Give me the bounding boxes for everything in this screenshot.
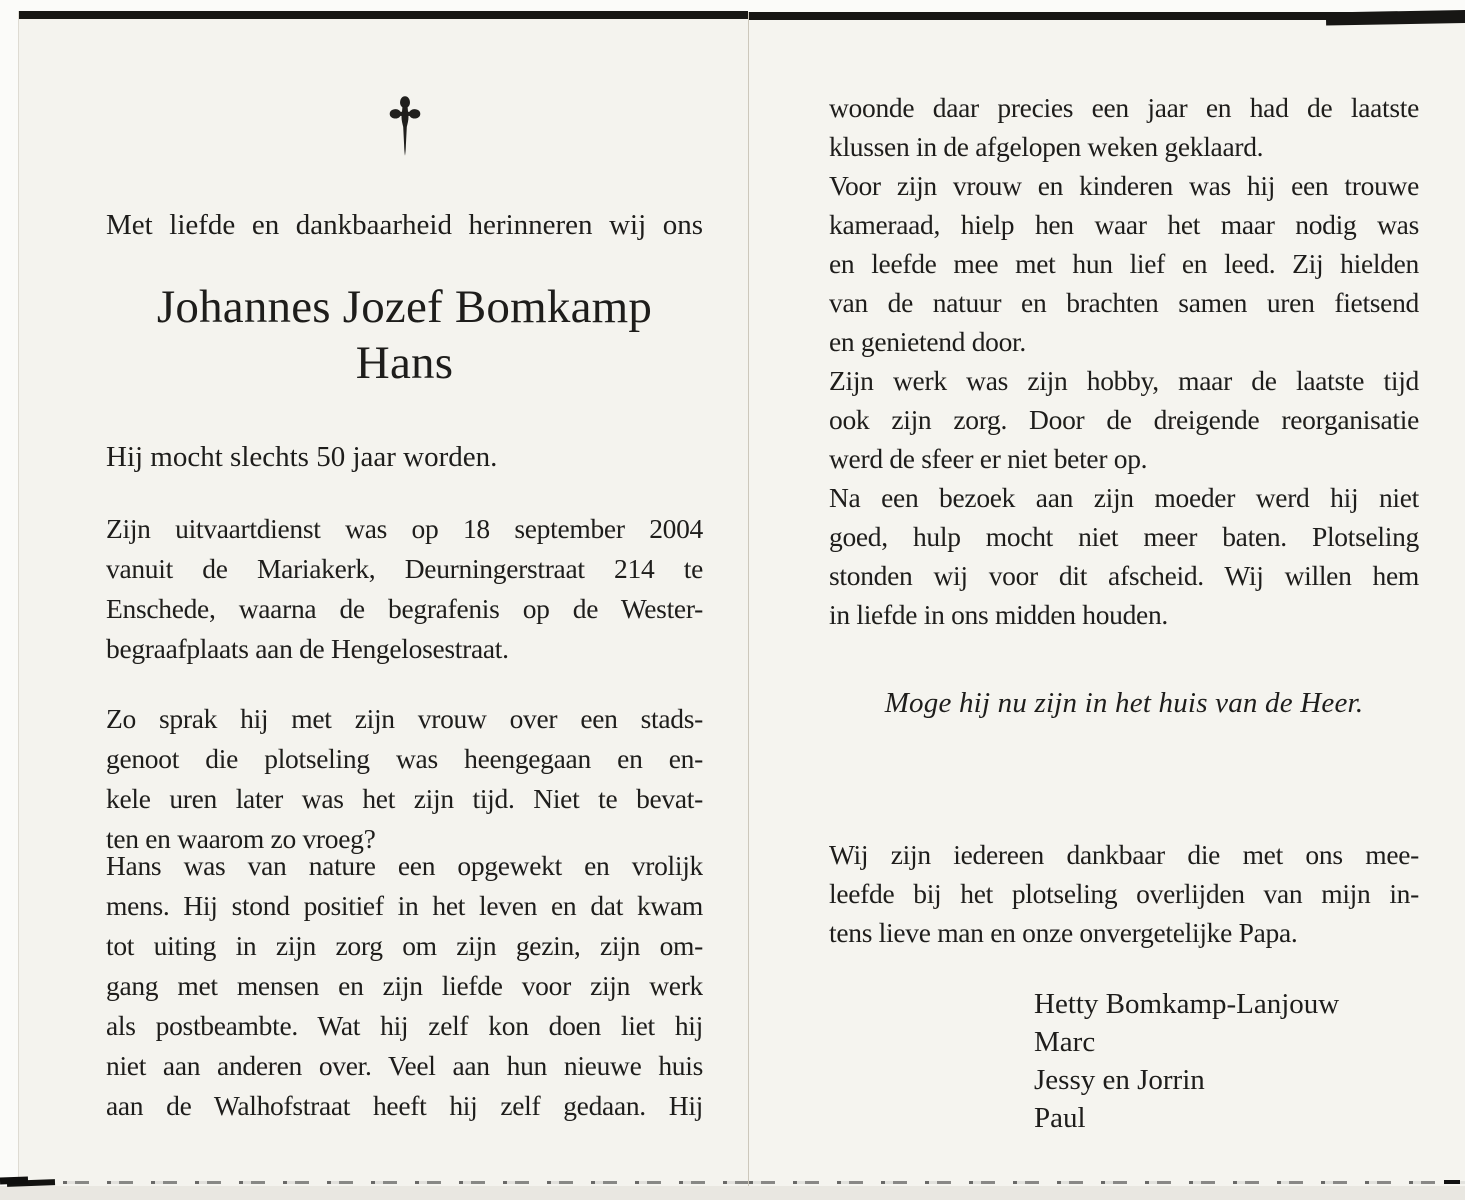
text-line: leefde bij het plotseling overlijden van mijn in- bbox=[829, 878, 1419, 909]
text-line: ten en waarom zo vroeg? bbox=[106, 823, 376, 854]
memorial-card-left-page bbox=[18, 11, 748, 1186]
text-line: goed, hulp mocht niet meer baten. Plotseling bbox=[829, 521, 1419, 552]
text-line: van de natuur en brachten samen uren fietsend bbox=[829, 287, 1419, 318]
text-line: en leefde mee met hun lief en leed. Zij hielden bbox=[829, 248, 1419, 279]
deceased-nickname: Hans bbox=[355, 337, 454, 389]
text-line: Zijn uitvaartdienst was op 18 september 2004 bbox=[106, 513, 703, 544]
text-line: Voor zijn vrouw en kinderen was hij een trouwe bbox=[829, 170, 1419, 201]
paragraph-dank bbox=[829, 835, 1419, 952]
text-line: tot uiting in zijn zorg om zijn gezin, zijn om- bbox=[106, 930, 703, 961]
text-line: gang met mensen en zijn liefde voor zijn werk bbox=[106, 970, 703, 1001]
age-line: Hij mocht slechts 50 jaar worden. bbox=[106, 441, 498, 473]
paragraph-woonde bbox=[829, 88, 1419, 166]
signatory-name: Paul bbox=[1034, 1102, 1086, 1134]
text-line: Enschede, waarna de begrafenis op de Wester- bbox=[106, 593, 703, 624]
text-line: kele uren later was het zijn tijd. Niet te bevat- bbox=[106, 783, 703, 814]
scanner-margin-bottom bbox=[0, 1186, 1465, 1200]
signatory-name: Hetty Bomkamp-Lanjouw bbox=[1034, 988, 1340, 1020]
text-line: woonde daar precies een jaar en had de laatste bbox=[829, 92, 1419, 123]
scan-edge-bottom-left-page bbox=[19, 1181, 748, 1184]
scan-edge-top-left-page bbox=[19, 11, 748, 19]
scan-edge-top-right-thick bbox=[1326, 10, 1465, 25]
text-line: niet aan anderen over. Veel aan hun nieuwe huis bbox=[106, 1050, 703, 1081]
deceased-name: Johannes Jozef Bomkamp bbox=[156, 281, 653, 333]
intro-line: Met liefde en dankbaarheid herinneren wij ons bbox=[106, 209, 703, 241]
deceased-name-block bbox=[106, 279, 703, 391]
text-line: begraafplaats aan de Hengelosestraat. bbox=[106, 633, 509, 664]
text-line: Wij zijn iedereen dankbaar die met ons mee- bbox=[829, 839, 1419, 870]
right-page-text-flow bbox=[829, 88, 1419, 634]
scan-artifact-bottom-left bbox=[0, 1177, 28, 1185]
paragraph-bezoek bbox=[829, 478, 1419, 634]
text-line: vanuit de Mariakerk, Deurningerstraat 214 te bbox=[106, 553, 703, 584]
text-line: genoot die plotseling was heengegaan en en- bbox=[106, 743, 703, 774]
text-line: klussen in de afgelopen weken geklaard. bbox=[829, 131, 1264, 162]
text-line: en genietend door. bbox=[829, 326, 1026, 357]
paragraph-vrouw bbox=[829, 166, 1419, 361]
text-line: ook zijn zorg. Door de dreigende reorganisatie bbox=[829, 404, 1419, 435]
memorial-card-right-page bbox=[748, 12, 1465, 1186]
text-line: in liefde in ons midden houden. bbox=[829, 599, 1168, 630]
text-line: tens lieve man en onze onvergetelijke Papa. bbox=[829, 917, 1298, 948]
text-line: Hans was van nature een opgewekt en vrolijk bbox=[106, 850, 703, 881]
signatory-name: Jessy en Jorrin bbox=[1034, 1064, 1205, 1096]
signatory-name: Marc bbox=[1034, 1026, 1096, 1058]
paragraph-stadsgenoot bbox=[106, 699, 703, 859]
scan-artifact-right-page-corner bbox=[1444, 1180, 1460, 1184]
text-line: aan de Walhofstraat heeft hij zelf gedaan. Hij bbox=[106, 1090, 703, 1121]
text-line: kameraad, hielp hen waar het maar nodig was bbox=[829, 209, 1419, 240]
scan-edge-top-right-page bbox=[749, 12, 1465, 20]
text-line: Na een bezoek aan zijn moeder werd hij niet bbox=[829, 482, 1419, 513]
paragraph-funeral bbox=[106, 509, 703, 669]
text-line: mens. Hij stond positief in het leven en dat kwam bbox=[106, 890, 703, 921]
scan-edge-bottom-right-page bbox=[749, 1181, 1465, 1184]
signatories-list bbox=[1034, 985, 1419, 1137]
prayer-line: Moge hij nu zijn in het huis van de Heer. bbox=[884, 687, 1364, 719]
text-line: Zijn werk was zijn hobby, maar de laatste tijd bbox=[829, 365, 1419, 396]
text-line: werd de sfeer er niet beter op. bbox=[829, 443, 1148, 474]
cross-icon bbox=[106, 93, 703, 164]
text-line: Zo sprak hij met zijn vrouw over een stads- bbox=[106, 703, 703, 734]
text-line: stonden wij voor dit afscheid. Wij willen hem bbox=[829, 560, 1419, 591]
paragraph-karakter bbox=[106, 846, 703, 1126]
paragraph-werk bbox=[829, 361, 1419, 478]
text-line: als postbeambte. Wat hij zelf kon doen liet hij bbox=[106, 1010, 703, 1041]
